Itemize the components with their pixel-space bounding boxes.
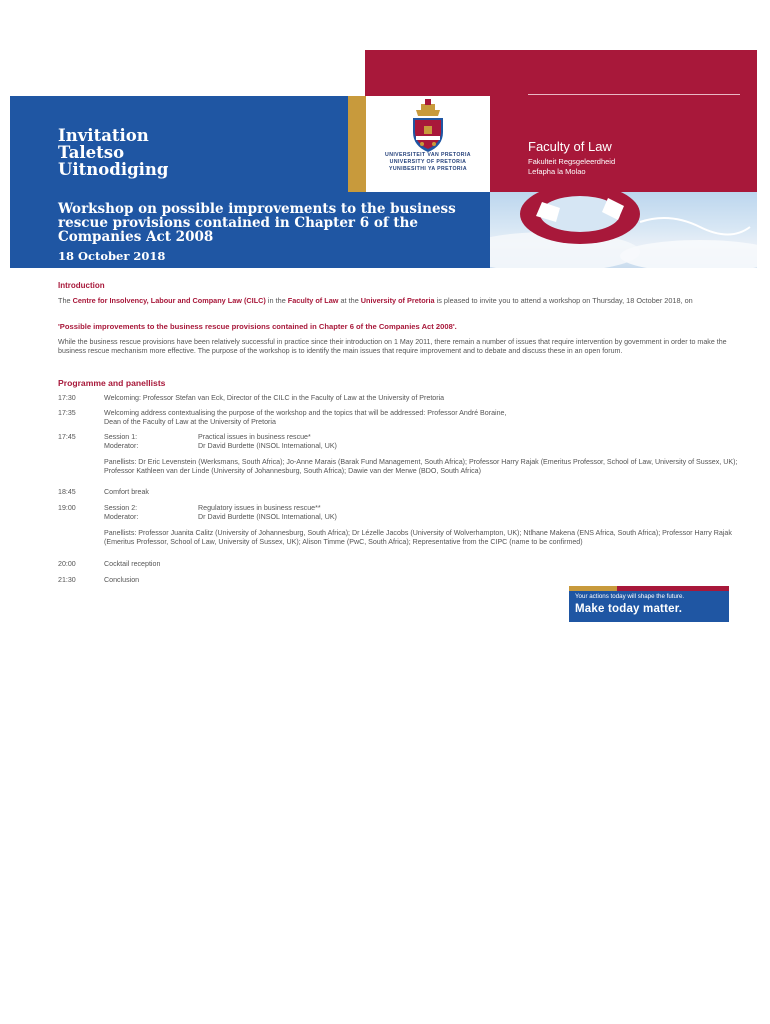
programme-time: 21:30: [58, 576, 76, 584]
panellists-list: Panellists: Dr Eric Levenstein (Werksmans, South Africa); Jo-Anne Marais (Barak Fund Management, South Africa); Professor Harry Rajak (Emeritus Professor, School of Law, University of Sussex, UK); Professor Kathleen van der Linde (University of Johannesburg, South Africa); Dawie van der Merwe (BDO, South Africa): [104, 458, 738, 475]
programme-heading: Programme and panellists: [58, 378, 166, 388]
moderator-name: Dr David Burdette (INSOL International, UK): [198, 441, 337, 450]
university-highlight: University of Pretoria: [360, 296, 435, 305]
programme-time: 18:45: [58, 488, 76, 496]
intro-text-part: at the: [338, 296, 361, 305]
faculty-highlight: Faculty of Law: [287, 296, 339, 305]
session-label: Session 1:: [104, 433, 138, 441]
session-label: Session 2:: [104, 504, 138, 512]
university-name-english: UNIVERSITY OF PRETORIA: [389, 159, 467, 165]
session-title: Regulatory issues in business rescue**: [198, 504, 321, 512]
make-today-matter-badge: [569, 591, 729, 622]
lifebuoy-photo: [490, 192, 757, 268]
programme-time: 17:35: [58, 409, 76, 417]
university-name-afrikaans: UNIVERSITEIT VAN PRETORIA: [385, 152, 471, 158]
gold-accent-bar: [348, 96, 366, 192]
moderator-label: Moderator:: [104, 512, 139, 521]
programme-time: 19:00: [58, 504, 76, 512]
divider-line: [528, 94, 740, 95]
university-logo: [366, 96, 490, 192]
programme-item: [104, 504, 744, 546]
programme-time: 17:30: [58, 394, 76, 402]
badge-tagline: Your actions today will shape the future.: [575, 593, 685, 600]
programme-time: 20:00: [58, 560, 76, 568]
programme-item: Comfort break: [104, 488, 149, 496]
invitation-title-afrikaans: Uitnodiging: [58, 160, 169, 179]
invitation-title-sepedi: Taletso: [58, 143, 125, 162]
programme-time: 17:45: [58, 433, 76, 441]
workshop-topic-quote: 'Possible improvements to the business rescue provisions contained in Chapter 6 of the Companies Act 2008'.: [58, 322, 457, 331]
introduction-paragraph: [58, 297, 718, 306]
intro-text-part: is pleased to invite you to attend a workshop on Thursday, 18 October 2018, on: [434, 296, 693, 305]
event-date: 18 October 2018: [58, 249, 166, 263]
moderator-name: Dr David Burdette (INSOL International, UK): [198, 512, 337, 521]
session-title: Practical issues in business rescue*: [198, 433, 311, 441]
moderator-label: Moderator:: [104, 441, 139, 450]
workshop-title: Workshop on possible improvements to the business rescue provisions contained in Chapter 6 of the Companies Act 2008: [58, 201, 456, 245]
programme-item: Welcoming: Professor Stefan van Eck, Director of the CILC in the Faculty of Law at the University of Pretoria: [104, 394, 445, 402]
faculty-name-afrikaans: Fakulteit Regsgeleerdheid: [528, 157, 616, 166]
purpose-paragraph: While the business rescue provisions have been relatively successful in practice since their introduction on 1 May 2011, there remain a number of issues that require intervention by government in order to make the business rescue mechanism more effective. The purpose of the workshop is to identify the main issues that require improvement and to debate and discuss these in an open forum.: [58, 338, 727, 355]
invitation-title-english: Invitation: [58, 126, 149, 145]
cilc-name: Centre for Insolvency, Labour and Company Law (CILC): [72, 296, 266, 305]
introduction-heading: Introduction: [58, 281, 105, 290]
university-name-sepedi: YUNIBESITHI YA PRETORIA: [388, 166, 468, 172]
panellists-list: Panellists: Professor Juanita Calitz (University of Johannesburg, South Africa); Dr Lézelle Jacobs (University of Wolverhampton, UK); Ntlhane Makena (ENS Africa, South Africa); Professor Harry Rajak (Emeritus Professor, School of Law, University of Sussex, UK); Alison Timme (PwC, South Africa); Representative from the CIPC (name to be confirmed): [104, 529, 732, 546]
programme-item: Conclusion: [104, 576, 140, 584]
programme-item-line: Dean of the Faculty of Law at the University of Pretoria: [104, 417, 276, 426]
faculty-name: Faculty of Law: [528, 139, 612, 154]
intro-text-part: in the: [265, 296, 288, 305]
university-name: [366, 152, 490, 173]
lifebuoy-icon: [490, 192, 757, 268]
programme-item: [104, 409, 744, 426]
faculty-name-sepedi: Lefapha la Molao: [528, 166, 586, 176]
programme-item: Cocktail reception: [104, 560, 161, 568]
header-red-band: [365, 50, 757, 96]
badge-slogan: Make today matter.: [575, 603, 683, 615]
programme-item: [104, 433, 744, 475]
coat-of-arms-icon: [366, 96, 490, 192]
invitation-titles: [58, 127, 168, 178]
programme-item-line: Welcoming address contextualising the purpose of the workshop and the topics that will be addressed: Professor André Boraine,: [104, 409, 507, 417]
faculty-translations: [528, 157, 615, 176]
intro-text-part: The: [58, 296, 73, 305]
